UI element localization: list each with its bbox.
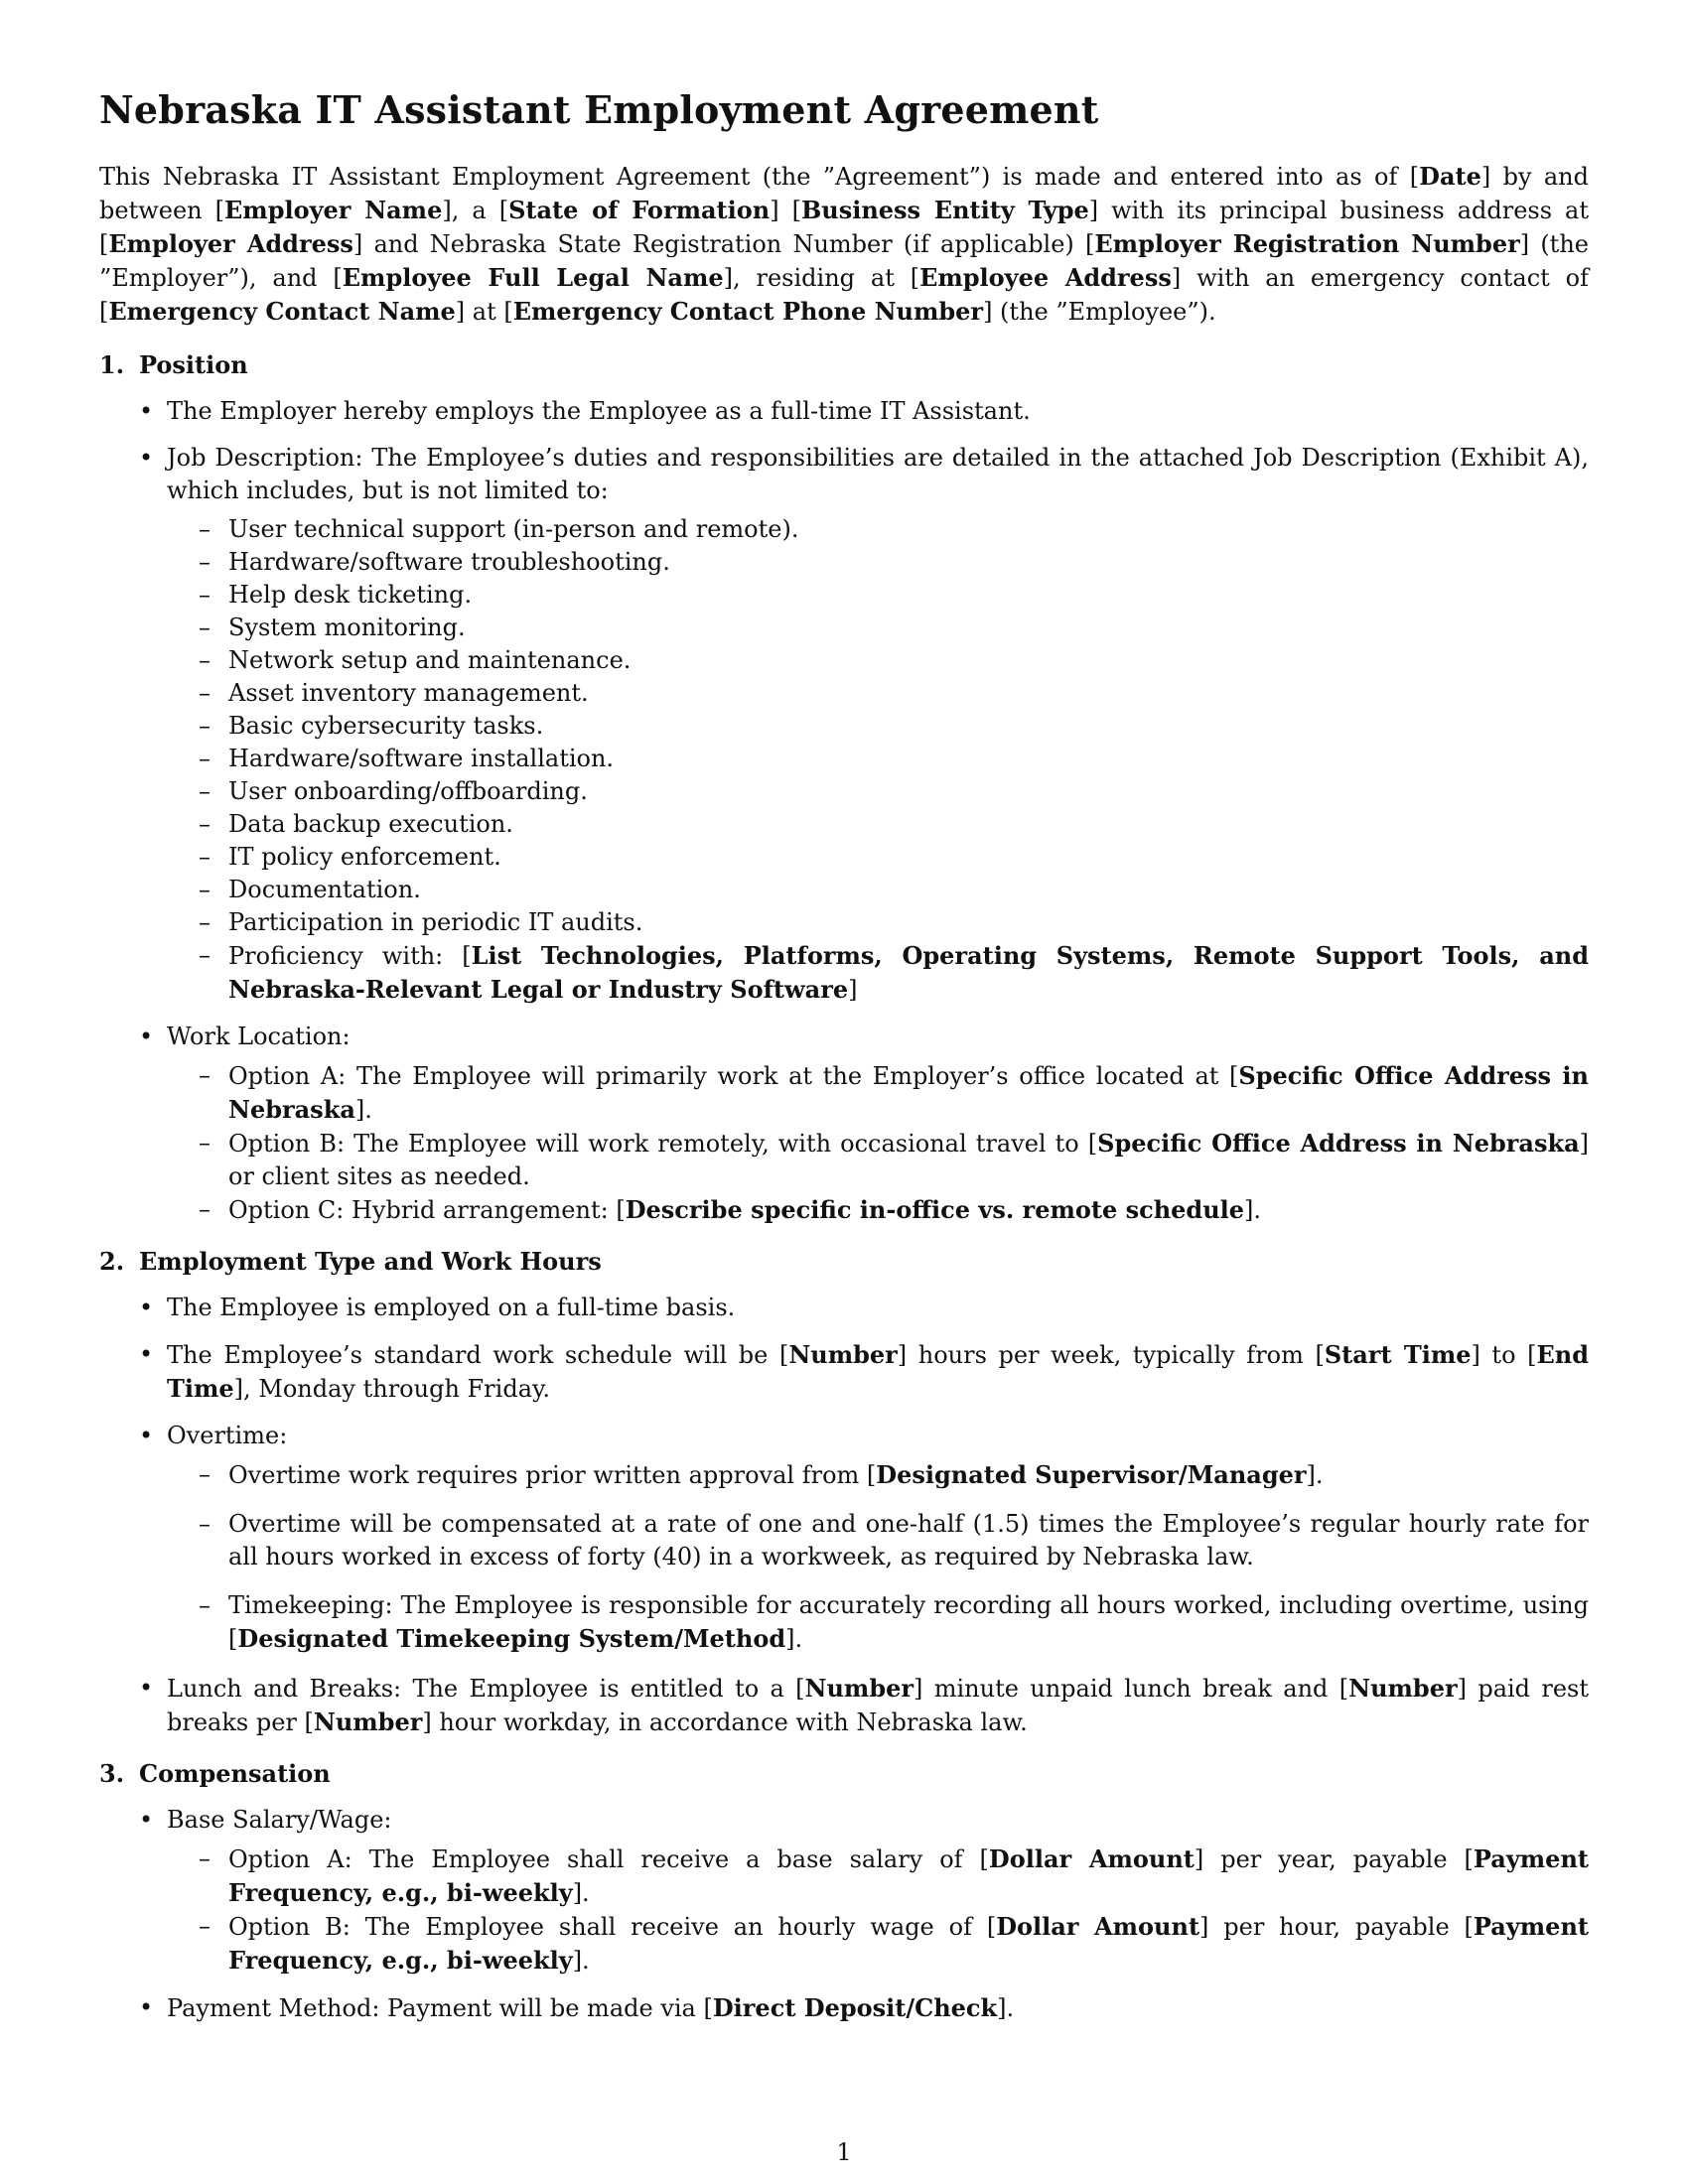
sub-item	[228, 1458, 1589, 1492]
sub-item	[228, 1508, 1589, 1573]
sub-item	[228, 546, 1589, 579]
placeholder-field: Specific Office Address in Nebraska	[228, 1061, 1589, 1124]
sub-item	[228, 743, 1589, 775]
page-number: 1	[836, 2138, 852, 2166]
sub-item	[228, 710, 1589, 743]
bullet-item	[167, 1420, 1589, 1656]
text-run: Option A: The Employee will primarily work at the Employer’s office located at [	[228, 1062, 1239, 1090]
text-run: ].	[572, 1879, 590, 1907]
text-run: ] paid rest breaks per [	[167, 1675, 1590, 1736]
placeholder-field: Number	[1348, 1674, 1458, 1703]
placeholder-field: Designated Timekeeping System/Method	[237, 1624, 786, 1653]
text-run: Basic cybersecurity tasks.	[228, 712, 544, 740]
text-run: Hardware/software installation.	[228, 745, 615, 772]
text-run: Option C: Hybrid arrangement: [	[228, 1196, 626, 1224]
text-run: ] hours per week, typically from [	[897, 1341, 1325, 1369]
sub-item	[228, 644, 1589, 677]
text-run: The Employer hereby employs the Employee as a full-time IT Assistant.	[167, 397, 1031, 425]
text-run: ] at [	[455, 298, 513, 326]
bullet-list	[99, 1292, 1589, 1739]
text-run: Base Salary/Wage:	[167, 1806, 392, 1834]
sub-list	[167, 1458, 1589, 1656]
placeholder-field: Number	[313, 1707, 423, 1736]
text-run: ]	[848, 976, 858, 1004]
section-number: 3.	[99, 1759, 125, 1788]
text-run: Overtime work requires prior written approval from [	[228, 1461, 877, 1489]
sub-item	[228, 1059, 1589, 1127]
text-run: Proficiency with: [	[228, 942, 472, 970]
sub-item	[228, 906, 1589, 939]
text-run: Overtime will be compensated at a rate of one and one-half (1.5) times the Employee’s regular hourly rate for all hours worked in excess of forty (40) in a workweek, as required by Nebraska law.	[228, 1510, 1589, 1570]
bullet-list	[99, 1804, 1589, 2025]
placeholder-field: Describe specific in-office vs. remote schedule	[625, 1195, 1245, 1224]
text-run: Help desk ticketing.	[228, 581, 473, 609]
text-run: Network setup and maintenance.	[228, 646, 632, 674]
placeholder-field: Employer Address	[108, 229, 353, 258]
bullet-item	[167, 442, 1589, 1007]
sub-list	[167, 1059, 1589, 1227]
placeholder-field: Dollar Amount	[996, 1912, 1200, 1941]
placeholder-field: Number	[804, 1674, 914, 1703]
text-run: ] with an emergency contact of [	[99, 264, 1589, 326]
text-run: Participation in periodic IT audits.	[228, 908, 643, 936]
sub-item	[228, 841, 1589, 874]
section-heading: Position	[139, 350, 248, 379]
text-run: Payment Method: Payment will be made via [	[167, 1994, 713, 2022]
text-run: ].	[1244, 1196, 1262, 1224]
sub-item	[228, 939, 1589, 1007]
placeholder-field: End Time	[167, 1340, 1590, 1403]
placeholder-field: Employer Name	[224, 196, 443, 224]
text-run: Option B: The Employee shall receive an hourly wage of [	[228, 1913, 997, 1941]
placeholder-field: List Technologies, Platforms, Operating Systems, Remote Support Tools, and Nebraska-Relevant Legal or Industry Software	[228, 941, 1589, 1004]
text-run: System monitoring.	[228, 614, 466, 641]
sub-item	[228, 1589, 1589, 1656]
sub-item	[228, 513, 1589, 546]
text-run: ], residing at [	[723, 264, 920, 292]
text-run: Asset inventory management.	[228, 679, 589, 707]
placeholder-field: Emergency Contact Name	[108, 297, 456, 326]
placeholder-field: Specific Office Address in Nebraska	[1097, 1129, 1580, 1158]
text-run: ] with its principal business address at [	[99, 197, 1590, 258]
text-run: This Nebraska IT Assistant Employment Agreement (the ”Agreement”) is made and entered into as of [	[99, 163, 1420, 191]
text-run: ] to [	[1471, 1341, 1537, 1369]
placeholder-field: Business Entity Type	[800, 196, 1089, 224]
sub-item	[228, 612, 1589, 644]
text-run: Option A: The Employee shall receive a base salary of [	[228, 1845, 989, 1873]
placeholder-field: Employee Address	[919, 263, 1172, 292]
text-run: User technical support (in-person and remote).	[228, 515, 799, 543]
placeholder-field: Designated Supervisor/Manager	[876, 1460, 1307, 1489]
bullet-item	[167, 1021, 1589, 1227]
text-run: Timekeeping: The Employee is responsible for accurately recording all hours worked, including overtime, using [	[228, 1591, 1589, 1653]
sub-item	[228, 1127, 1589, 1193]
placeholder-field: Dollar Amount	[988, 1844, 1195, 1873]
intro-paragraph	[99, 160, 1589, 329]
text-run: Hardware/software troubleshooting.	[228, 548, 670, 576]
sub-item	[228, 1193, 1589, 1227]
sub-item	[228, 579, 1589, 612]
bullet-item	[167, 395, 1589, 428]
text-run: Data backup execution.	[228, 810, 513, 838]
text-run: Option B: The Employee will work remotely, with occasional travel to [	[228, 1130, 1098, 1158]
text-run: ] per year, payable [	[1194, 1845, 1474, 1873]
sub-item	[228, 775, 1589, 808]
sub-item	[228, 808, 1589, 841]
placeholder-field: State of Formation	[508, 196, 771, 224]
sub-list	[167, 1843, 1589, 1978]
text-run: ].	[1306, 1461, 1324, 1489]
text-run: ] [	[770, 197, 801, 224]
placeholder-field: Number	[788, 1340, 898, 1369]
bullet-item	[167, 1991, 1589, 2025]
document-page	[99, 87, 1589, 2045]
text-run: ] hour workday, in accordance with Nebraska law.	[422, 1708, 1028, 1736]
placeholder-field: Payment Frequency, e.g., bi-weekly	[228, 1912, 1589, 1975]
sections-container	[99, 350, 1589, 2025]
section-title	[99, 350, 1589, 379]
sub-item	[228, 1910, 1589, 1978]
section-number: 1.	[99, 350, 125, 379]
section-heading: Compensation	[139, 1759, 331, 1788]
text-run: ].	[354, 1096, 372, 1124]
placeholder-field: Date	[1419, 162, 1481, 191]
document-title: Nebraska IT Assistant Employment Agreement	[99, 87, 1099, 132]
text-run: ].	[572, 1947, 590, 1975]
text-run: ] minute unpaid lunch break and [	[914, 1675, 1349, 1703]
text-run: ].	[785, 1625, 803, 1653]
bullet-item	[167, 1672, 1589, 1739]
text-run: Documentation.	[228, 876, 421, 903]
sub-list	[167, 513, 1589, 1007]
sub-item	[228, 874, 1589, 906]
section-title	[99, 1759, 1589, 1788]
text-run: ], Monday through Friday.	[233, 1375, 551, 1403]
section-title	[99, 1247, 1589, 1276]
text-run: ] per hour, payable [	[1199, 1913, 1474, 1941]
text-run: ] (the ”Employer”), and [	[99, 230, 1589, 292]
text-run: The Employee is employed on a full-time basis.	[167, 1294, 736, 1321]
bullet-item	[167, 1292, 1589, 1324]
sub-item	[228, 677, 1589, 710]
text-run: User onboarding/offboarding.	[228, 777, 588, 805]
text-run: Work Location:	[167, 1023, 351, 1050]
section-heading: Employment Type and Work Hours	[139, 1247, 602, 1276]
text-run: Lunch and Breaks: The Employee is entitled to a [	[167, 1675, 805, 1703]
bullet-item	[167, 1804, 1589, 1978]
placeholder-field: Start Time	[1324, 1340, 1472, 1369]
text-run: IT policy enforcement.	[228, 843, 501, 871]
placeholder-field: Direct Deposit/Check	[712, 1993, 998, 2022]
text-run: ] (the ”Employee”).	[983, 298, 1216, 326]
text-run: ] by and between [	[99, 163, 1590, 224]
text-run: ] or client sites as needed.	[228, 1130, 1590, 1190]
text-run: Job Description: The Employee’s duties and responsibilities are detailed in the attached Job Description (Exhibit A), which includes, but is not limited to:	[167, 444, 1589, 504]
text-run: The Employee’s standard work schedule will be [	[167, 1341, 789, 1369]
placeholder-field: Employee Full Legal Name	[342, 263, 724, 292]
placeholder-field: Payment Frequency, e.g., bi-weekly	[228, 1844, 1589, 1907]
sub-item	[228, 1843, 1589, 1910]
section-number: 2.	[99, 1247, 125, 1276]
bullet-list	[99, 395, 1589, 1227]
text-run: ] and Nebraska State Registration Number (if applicable) [	[352, 230, 1095, 258]
text-run: ], a [	[442, 197, 509, 224]
placeholder-field: Emergency Contact Phone Number	[512, 297, 984, 326]
text-run: ].	[997, 1994, 1015, 2022]
placeholder-field: Employer Registration Number	[1094, 229, 1520, 258]
text-run: Overtime:	[167, 1422, 288, 1449]
bullet-item	[167, 1338, 1589, 1406]
